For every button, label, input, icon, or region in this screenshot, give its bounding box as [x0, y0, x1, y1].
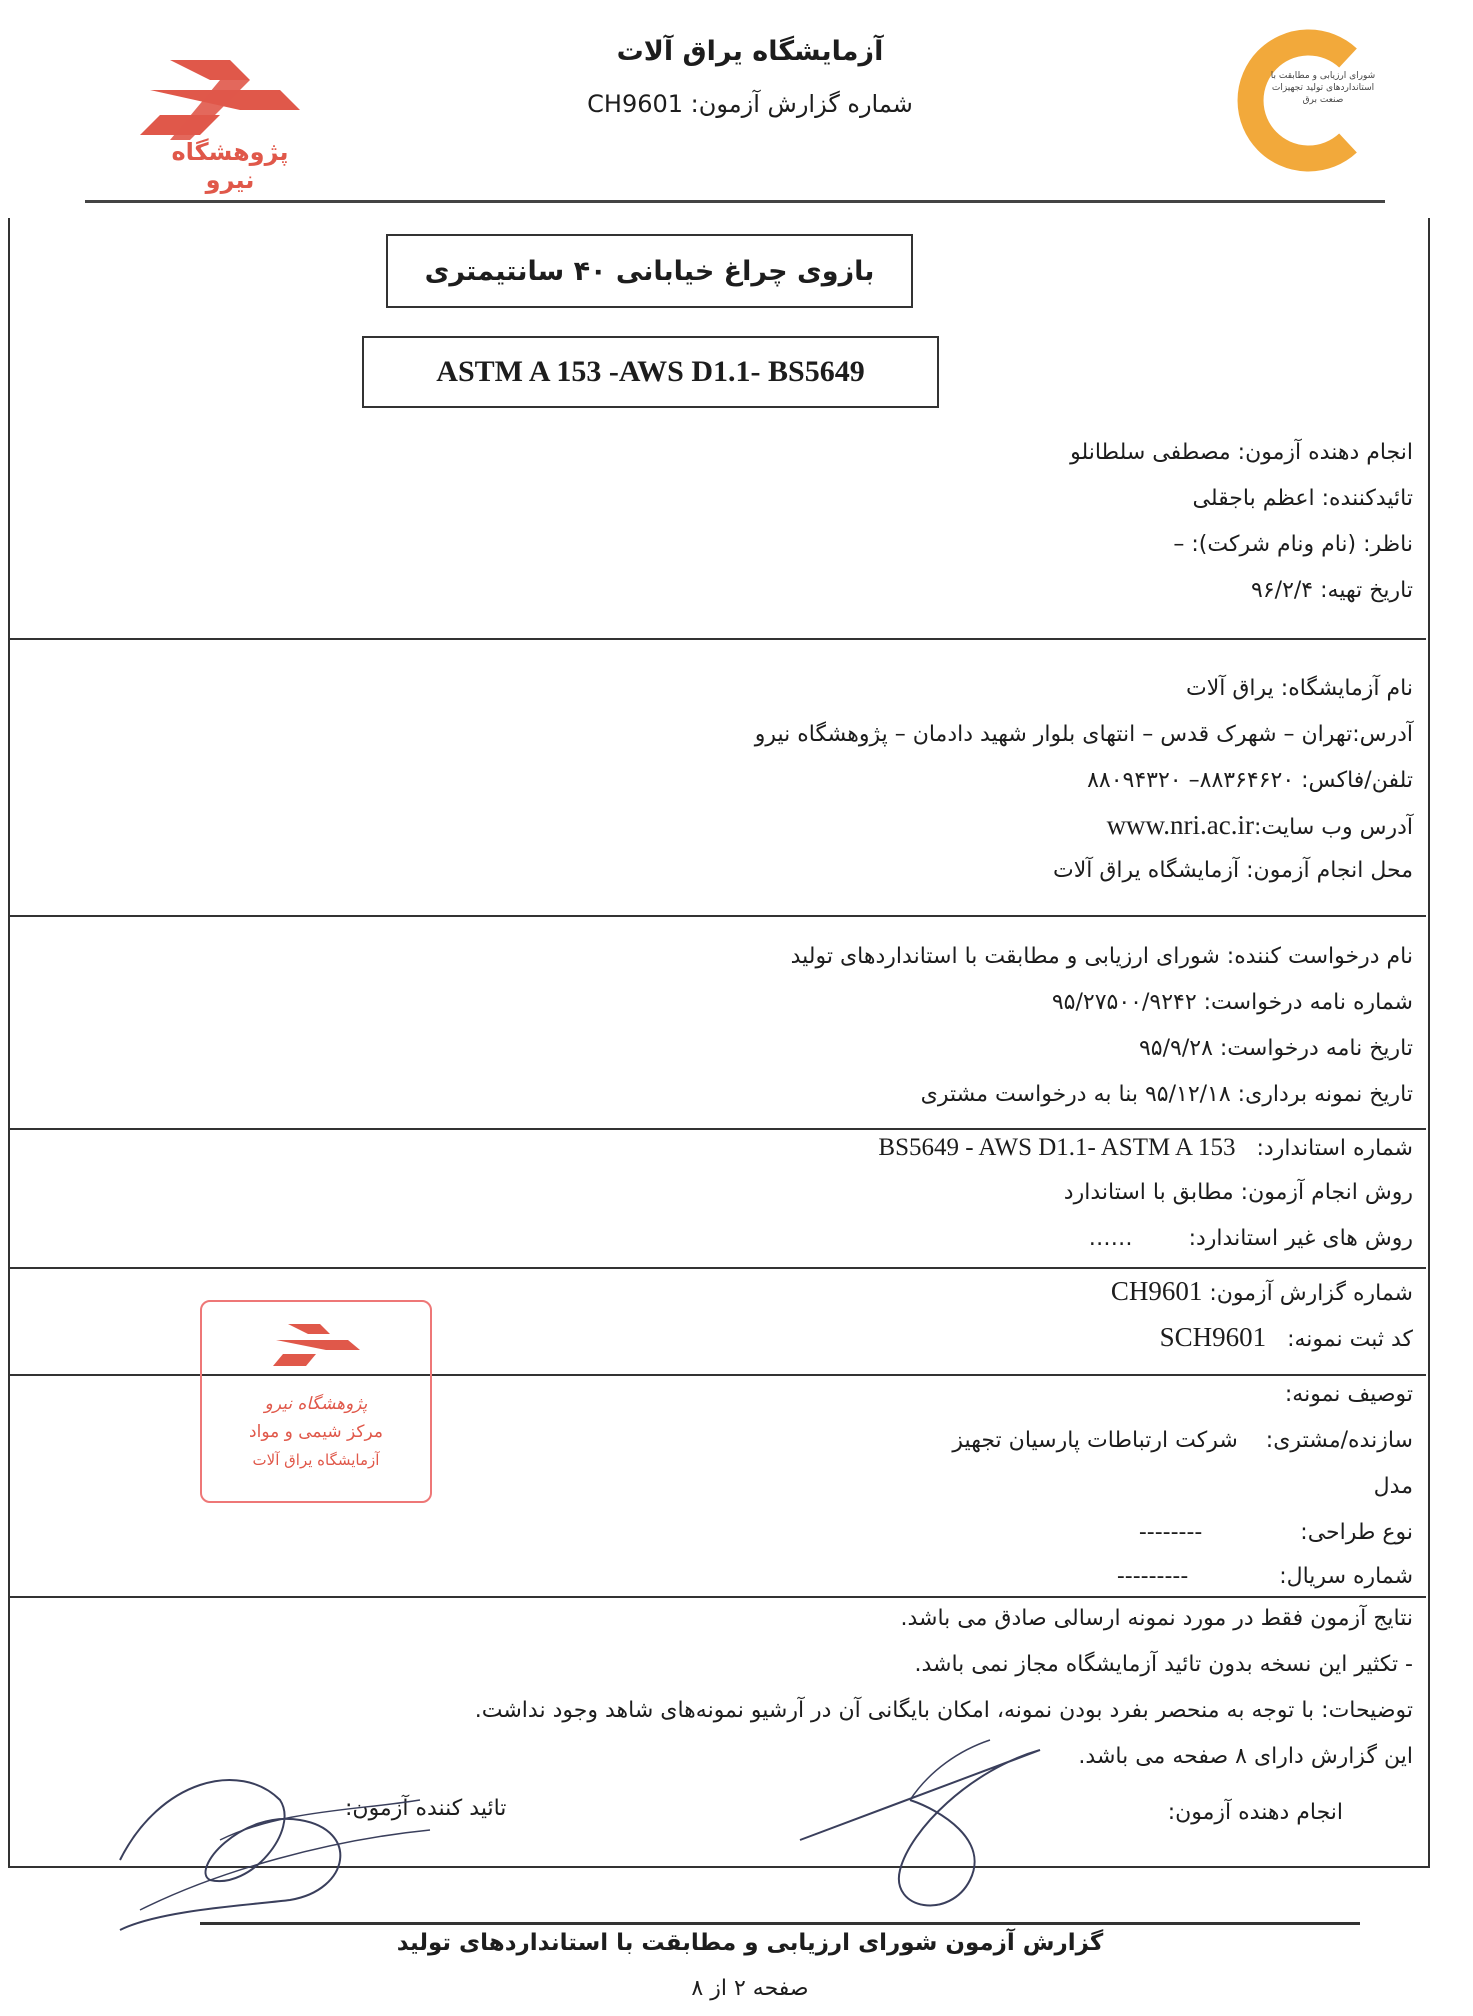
report-number-header: شماره گزارش آزمون: CH9601: [587, 90, 913, 118]
serial-number-line: [1117, 1564, 1413, 1589]
sample-description-line: توصیف نمونه:: [1284, 1382, 1413, 1407]
maker-line: [952, 1428, 1413, 1453]
test-location-line: محل انجام آزمون: آزمایشگاه یراق آلات: [1053, 858, 1413, 883]
sample-code-value: SCH9601: [1159, 1322, 1267, 1352]
stamp-line-1: پژوهشگاه نیرو: [264, 1394, 368, 1414]
report-number-value: CH9601: [1110, 1276, 1203, 1306]
observer-line: ناظر: (نام ونام شرکت): –: [1173, 532, 1413, 557]
tester-line: انجام دهنده آزمون: مصطفی سلطانلو: [1070, 440, 1413, 465]
product-title-box: بازوی چراغ خیابانی ۴۰ سانتیمتری: [386, 234, 913, 308]
footer-title: گزارش آزمون شورای ارزیابی و مطابقت با استانداردهای تولید: [396, 1930, 1104, 1956]
non-standard-line: [1089, 1226, 1413, 1251]
stamp-line-2: مرکز شیمی و مواد: [249, 1422, 383, 1442]
sample-code-line: [1160, 1322, 1413, 1353]
model-line: مدل: [1373, 1474, 1413, 1499]
website-label: آدرس وب سایت:: [1254, 815, 1413, 840]
stamp-logo: [268, 1320, 368, 1374]
logo-left-caption: پژوهشگاه نیرو: [171, 138, 289, 194]
tester-signature-label: انجام دهنده آزمون:: [1167, 1800, 1343, 1825]
request-letter-date-line: تاریخ نامه درخواست: ۹۵/۹/۲۸: [1138, 1036, 1413, 1061]
lab-name-line: نام آزمایشگاه: یراق آلات: [1185, 676, 1413, 701]
approver-signature-label: تائید کننده آزمون:: [345, 1796, 507, 1821]
section-divider: [10, 915, 1426, 917]
phone-line: تلفن/فاکس: ۸۸۳۶۴۶۲۰– ۸۸۰۹۴۳۲۰: [1087, 768, 1413, 793]
requester-line: نام درخواست کننده: شورای ارزیابی و مطابقت با استانداردهای تولید: [790, 944, 1413, 969]
section-divider: [10, 638, 1426, 640]
section-divider: [10, 1128, 1426, 1130]
website-line: [1107, 810, 1413, 841]
section-divider: [10, 1596, 1426, 1598]
website-url[interactable]: www.nri.ac.ir: [1106, 810, 1255, 840]
lab-title: آزمایشگاه یراق آلات: [616, 36, 884, 67]
standard-number-line: [878, 1134, 1413, 1162]
sample-code-label: کد ثبت نمونه:: [1287, 1327, 1413, 1352]
validity-note: نتایج آزمون فقط در مورد نمونه ارسالی صادق می باشد.: [900, 1606, 1413, 1631]
test-method-line: روش انجام آزمون: مطابق با استاندارد: [1063, 1180, 1413, 1205]
stamp-line-3: آزمایشگاه یراق آلات: [252, 1451, 380, 1469]
page-count-note: این گزارش دارای ۸ صفحه می باشد.: [1078, 1744, 1413, 1769]
design-type-value: --------: [1138, 1520, 1203, 1545]
standard-number-value: BS5649 - AWS D1.1- ASTM A 153: [878, 1134, 1236, 1161]
request-letter-number-line: شماره نامه درخواست: ۹۵/۲۷۵۰۰/۹۲۴۲: [1051, 990, 1413, 1015]
header-divider: [85, 200, 1385, 203]
footer-divider: [200, 1922, 1360, 1925]
report-number-label: شماره گزارش آزمون:: [1209, 1281, 1413, 1306]
serial-number-label: شماره سریال:: [1279, 1564, 1413, 1589]
design-type-line: [1139, 1520, 1413, 1545]
design-type-label: نوع طراحی:: [1300, 1520, 1413, 1545]
tester-signature: [790, 1720, 1110, 1920]
maker-value: شرکت ارتباطات پارسیان تجهیز: [952, 1428, 1238, 1453]
copy-note: - تکثیر این نسخه بدون تائید آزمایشگاه مجاز نمی باشد.: [914, 1652, 1413, 1677]
approver-signature: [100, 1740, 460, 1940]
approver-line: تائیدکننده: اعظم باجقلی: [1192, 486, 1413, 511]
standard-number-label: شماره استاندارد:: [1256, 1136, 1413, 1161]
remarks-note: توضیحات: با توجه به منحصر بفرد بودن نمونه، امکان بایگانی آن در آرشیو نمونه‌های شاهد وجود نداشت.: [474, 1698, 1413, 1723]
address-line: آدرس:تهران – شهرک قدس – انتهای بلوار شهید دادمان – پژوهشگاه نیرو: [754, 722, 1413, 747]
serial-number-value: ---------: [1116, 1564, 1189, 1589]
sampling-date-line: تاریخ نمونه برداری: ۹۵/۱۲/۱۸ بنا به درخواست مشتری: [920, 1082, 1413, 1107]
standards-box: ASTM A 153 -AWS D1.1- BS5649: [362, 336, 939, 408]
non-standard-label: روش های غیر استاندارد:: [1188, 1226, 1413, 1251]
lab-stamp: [200, 1300, 432, 1503]
report-number-line: [1111, 1276, 1413, 1307]
logo-right-caption: شورای ارزیابی و مطابقت با استانداردهای تولید تجهیزات صنعت برق: [1270, 71, 1376, 105]
section-divider: [10, 1267, 1426, 1269]
maker-label: سازنده/مشتری:: [1265, 1428, 1413, 1453]
prepared-date-line: تاریخ تهیه: ۹۶/۲/۴: [1251, 578, 1413, 603]
non-standard-value: ……: [1088, 1226, 1133, 1251]
page-number: صفحه ۲ از ۸: [691, 1976, 809, 2001]
